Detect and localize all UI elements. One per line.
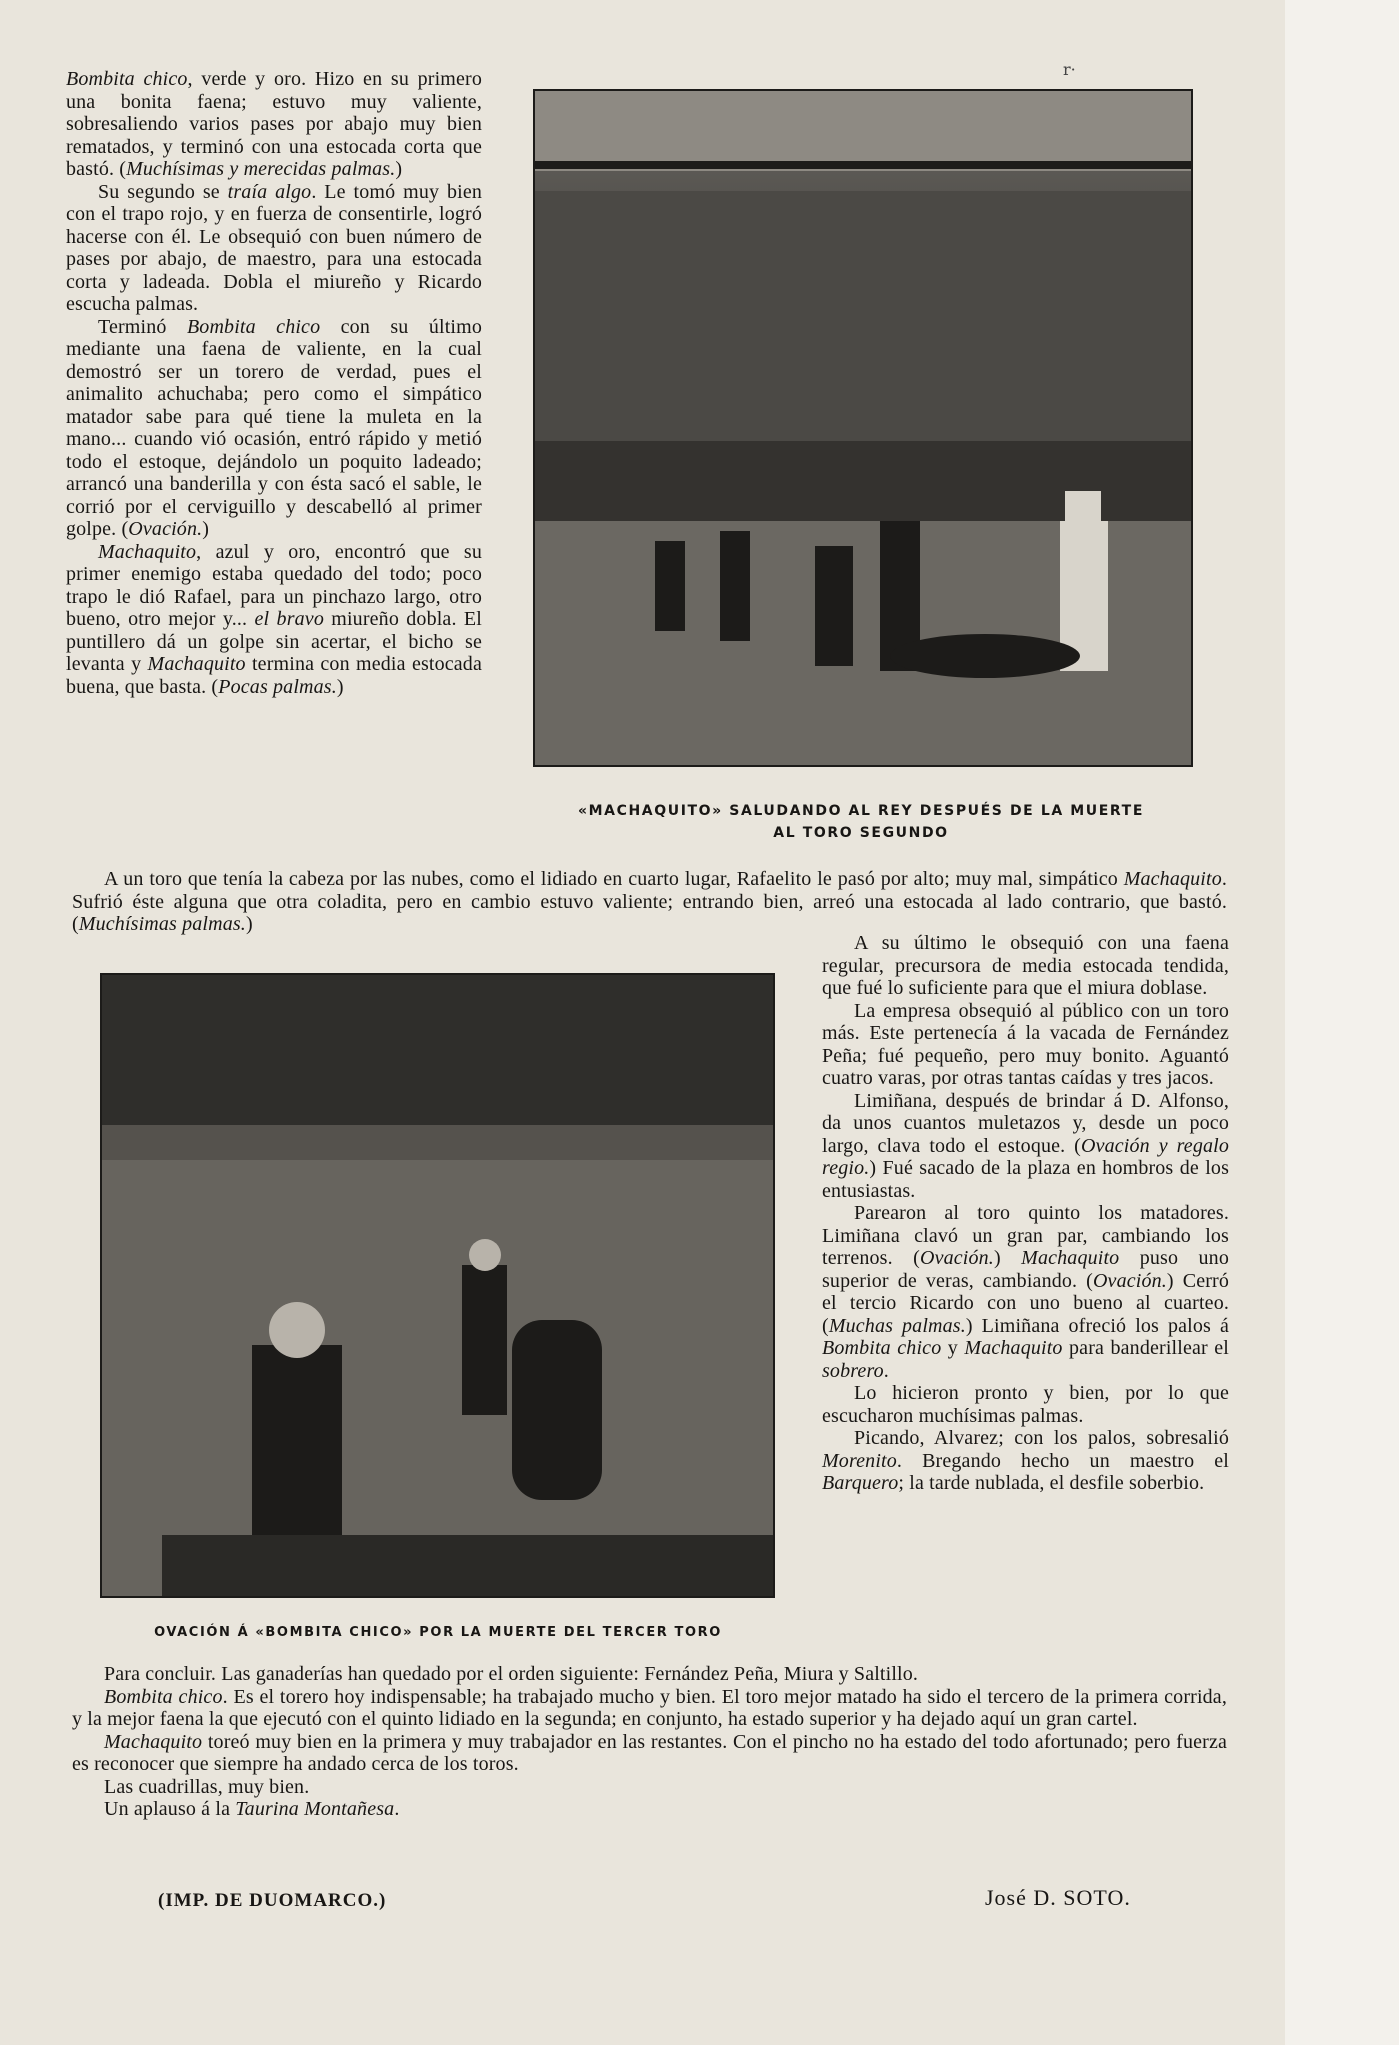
closing-section	[72, 1663, 1227, 1821]
text-run: .	[394, 1798, 400, 1820]
italic-run: Bombita chico	[186, 315, 321, 338]
text-run: )	[336, 675, 344, 698]
text-run: Un aplauso á la	[104, 1798, 236, 1820]
text-run: ) Cerró el tercio Ricardo con uno bueno al cuarteo. (	[822, 1269, 1229, 1337]
italic-run: Barquero	[822, 1472, 899, 1494]
column-left	[66, 68, 482, 698]
italic-run: Muchísimas y merecidas palmas.	[126, 158, 396, 180]
page-margin	[1285, 0, 1399, 2045]
paragraph	[66, 316, 482, 541]
paragraph	[72, 1663, 1227, 1686]
photo-machaquito-saluting	[533, 89, 1193, 767]
italic-run: sobrero	[822, 1359, 884, 1382]
paragraph	[72, 1798, 1227, 1821]
italic-run: Ovación.	[128, 518, 203, 540]
text-run: )	[202, 518, 210, 540]
paragraph	[66, 541, 482, 699]
photo-illustration	[102, 975, 773, 1596]
italic-run: Machaquito	[147, 653, 246, 675]
italic-run: Ovación.	[1092, 1269, 1167, 1292]
text-run: , azul y oro, encontró que su primer enemigo estaba quedado del todo; poco trapo le dió Rafael, para un pinchazo largo, otro bueno, otro mejor y...	[66, 540, 482, 630]
paragraph	[822, 1090, 1229, 1203]
photo-ovacion-bombita	[100, 973, 775, 1598]
text-run: Las cuadrillas, muy bien.	[104, 1775, 310, 1798]
paragraph	[66, 181, 482, 316]
italic-run: Bombita chico	[822, 1337, 942, 1359]
photo-caption	[533, 800, 1189, 844]
text-run: Parearon al toro quinto los matadores. Limiñana clavó un gran par, cambiando los terrenos. (	[822, 1202, 1229, 1269]
caption-line: AL TORO SEGUNDO	[773, 825, 949, 841]
italic-run: Pocas palmas.	[218, 675, 337, 698]
italic-run: el bravo	[254, 608, 324, 630]
text-run: . Bregando hecho un maestro el	[896, 1449, 1229, 1472]
italic-run: Ovación.	[919, 1247, 994, 1269]
paragraph	[72, 1776, 1227, 1799]
paragraph	[822, 1202, 1229, 1382]
italic-run: Machaquito	[104, 1730, 203, 1753]
paragraph	[822, 1427, 1229, 1495]
printer-credit: (IMP. DE DUOMARCO.)	[158, 1890, 387, 1911]
italic-run: Ovación y regalo regio.	[822, 1134, 1229, 1179]
corner-mark: r·	[1063, 60, 1076, 79]
italic-run: Taurina Montañesa	[235, 1798, 395, 1820]
italic-run: traía algo	[227, 180, 312, 203]
text-run: Limiñana, después de brindar á D. Alfonso, da unos cuantos muletazos y, desde un poco largo, clava todo el estoque. (	[822, 1089, 1229, 1157]
text-run: .	[883, 1359, 889, 1382]
text-run: con su último mediante una faena de valiente, en la cual demostró ser un torero de verdad, pues el animalito achuchaba; pero como el simpático matador sabe para qué tiene la muleta en la mano... cuando vió ocasión, entró rápido y metió todo el estoque, dejándolo un poquito ladeado; arrancó una banderilla y con ésta sacó el sable, le corrió por el cerviguillo y descabelló al primer golpe. (	[66, 315, 482, 540]
text-run: ; la tarde nublada, el desfile soberbio.	[898, 1472, 1205, 1494]
italic-run: Bombita chico	[104, 1685, 223, 1708]
italic-run: Muchas palmas.	[828, 1314, 966, 1337]
paragraph	[822, 1000, 1229, 1090]
text-run: )	[993, 1247, 1022, 1269]
caption-line: «MACHAQUITO» SALUDANDO AL REY DESPUÉS DE LA MUERTE	[578, 803, 1144, 819]
text-run: Lo hicieron pronto y bien, por lo que escucharon muchísimas palmas.	[822, 1382, 1229, 1427]
text-run: A un toro que tenía la cabeza por las nubes, como el lidiado en cuarto lugar, Rafaelito le pasó por alto; muy mal, simpático	[104, 868, 1124, 890]
text-run: )	[245, 913, 253, 935]
paragraph	[72, 1686, 1227, 1731]
italic-run: Machaquito	[98, 540, 197, 563]
paragraph	[72, 868, 1227, 936]
text-run: ) Limiñana ofreció los palos á	[965, 1314, 1229, 1337]
text-run: Picando, Alvarez; con los palos, sobresalió	[854, 1427, 1229, 1449]
italic-run: Muchísimas palmas.	[78, 913, 246, 935]
photo-illustration	[535, 91, 1191, 765]
text-run: )	[395, 158, 403, 180]
text-run: La empresa obsequió al público con un toro más. Este pertenecía á la vacada de Fernández Peña; fué pequeño, pero muy bonito. Aguantó cuatro varas, por otras tantas caídas y tres jacos.	[822, 999, 1229, 1089]
italic-run: Machaquito	[964, 1337, 1063, 1359]
text-run: Su segundo se	[98, 180, 228, 203]
photo-caption: OVACIÓN Á «BOMBITA CHICO» POR LA MUERTE DEL TERCER TORO	[154, 1625, 722, 1640]
text-run: Para concluir. Las ganaderías han quedado por el orden siguiente: Fernández Peña, Miura y Saltillo.	[104, 1663, 919, 1685]
text-run: . Es el torero hoy indispensable; ha trabajado mucho y bien. El toro mejor matado ha sido el tercero de la primera corrida, y la mejor faena la que ejecutó con el quinto lidiado en la segunda; en conjunto, ha estado superior y ha dejado aquí un gran cartel.	[72, 1685, 1227, 1730]
italic-run: Machaquito	[1123, 868, 1222, 890]
text-run: Terminó	[98, 315, 187, 338]
paragraph	[66, 68, 482, 181]
paragraph	[822, 1382, 1229, 1427]
paragraph	[72, 1731, 1227, 1776]
text-run: para banderillear el	[1062, 1337, 1229, 1359]
text-run: puso uno superior de veras, cambiando. (	[822, 1247, 1229, 1292]
text-run: . Sufrió éste alguna que otra coladita, pero en cambio estuvo valiente; entrando bien, arreó una estocada al lado contrario, que bastó. (	[72, 868, 1227, 935]
text-run: A su último le obsequió con una faena regular, precursora de media estocada tendida, que fué lo suficiente para que el miura doblase.	[822, 932, 1229, 999]
text-run: termina con media estocada buena, que basta. (	[66, 653, 482, 698]
text-run: , verde y oro. Hizo en su primero una bonita faena; estuvo muy valiente, sobresaliendo varios pases por abajo muy bien rematados, y terminó con una estocada corta que bastó. (	[66, 68, 482, 180]
text-run: y	[941, 1337, 965, 1359]
italic-run: Bombita chico	[66, 68, 188, 90]
text-run: ) Fué sacado de la plaza en hombros de los entusiastas.	[822, 1157, 1229, 1202]
text-run: toreó muy bien en la primera y muy trabajador en las restantes. Con el pincho no ha estado del todo afortunado; pero fuerza es reconocer que siempre ha andado cerca de los toros.	[72, 1730, 1227, 1775]
column-right	[822, 932, 1229, 1495]
text-run: . Le tomó muy bien con el trapo rojo, y en fuerza de consentirle, logró hacerse con él. Le obsequió con buen número de pases por abajo, de maestro, para una estocada corta y ladeada. Dobla el miureño y Ricardo escucha palmas.	[66, 180, 483, 315]
italic-run: Morenito	[822, 1449, 897, 1472]
text-run: miureño dobla. El puntillero dá un golpe sin acertar, el bicho se levanta y	[66, 608, 482, 675]
italic-run: Machaquito	[1021, 1247, 1120, 1269]
paragraph	[822, 932, 1229, 1000]
author-signature: José D. SOTO.	[985, 1885, 1131, 1910]
